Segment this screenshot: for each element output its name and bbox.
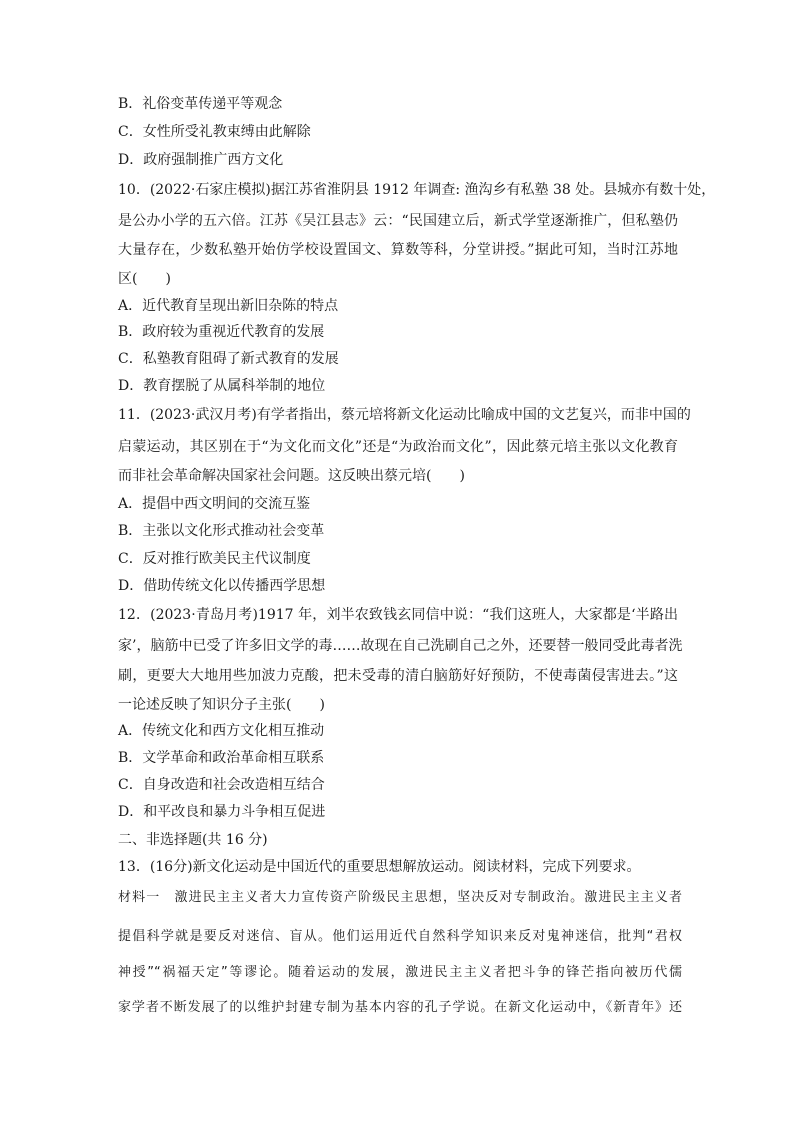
section-heading: 二、非选择题(共 16 分) [118, 832, 268, 848]
q12-stem-line-1: 12．(2023·青岛月考)1917 年，刘半农致钱玄同信中说：“我们这班人，大家都是‘半路出 [118, 607, 678, 623]
q12-stem-line-4: 一论述反映了知识分子主张( ) [118, 697, 325, 713]
q10-stem-line-3: 大量存在，少数私塾开始仿学校设置国文、算数等科，分堂讲授。”据此可知，当时江苏地 [118, 242, 678, 258]
q10-option-c: C．私塾教育阻碍了新式教育的发展 [118, 351, 339, 367]
q9-option-b: B．礼俗变革传递平等观念 [118, 96, 283, 112]
q11-option-b: B．主张以文化形式推动社会变革 [118, 523, 325, 539]
material1-line-2: 提倡科学就是要反对迷信、盲从。他们运用近代自然科学知识来反对鬼神迷信，批判“君权 [118, 929, 682, 944]
q11-option-d: D．借助传统文化以传播西学思想 [118, 578, 326, 594]
q10-option-a: A．近代教育呈现出新旧杂陈的特点 [118, 298, 339, 314]
q9-option-d: D．政府强制推广西方文化 [118, 152, 284, 168]
material1-line-1: 材料一 激进民主主义者大力宣传资产阶级民主思想，坚决反对专制政治。激进民主主义者 [118, 890, 682, 905]
q12-option-a: A．传统文化和西方文化相互推动 [118, 723, 325, 739]
q11-stem-line-2: 启蒙运动，其区别在于“为文化而文化”还是“为政治而文化”，因此蔡元培主张以文化教育 [118, 439, 678, 455]
q10-stem-line-2: 是公办小学的五六倍。江苏《吴江县志》云：“民国建立后，新式学堂逐渐推广，但私塾仍 [118, 213, 678, 229]
q11-option-c: C．反对推行欧美民主代议制度 [118, 551, 311, 567]
q11-stem-line-3: 而非社会革命解决国家社会问题。这反映出蔡元培( ) [118, 468, 465, 484]
q10-option-d: D．教育摆脱了从属科举制的地位 [118, 378, 326, 394]
q10-stem-line-1: 10．(2022·石家庄模拟)据江苏省淮阴县 1912 年调查: 渔沟乡有私塾 38 处。县城亦有数十处， [118, 182, 716, 198]
q12-stem-line-3: 刷，更要大大地用些加波力克酸，把未受毒的清白脑筋好好预防，不使毒菌侵害进去。”这 [118, 668, 678, 684]
q13-stem: 13．(16分)新文化运动是中国近代的重要思想解放运动。阅读材料，完成下列要求。 [118, 859, 641, 875]
q9-option-c: C．女性所受礼教束缚由此解除 [118, 124, 311, 140]
q12-option-b: B．文学革命和政治革命相互联系 [118, 750, 325, 766]
q10-option-b: B．政府较为重视近代教育的发展 [118, 324, 325, 340]
q12-option-c: C．自身改造和社会改造相互结合 [118, 777, 325, 793]
material1-line-4: 家学者不断发展了的以维护封建专制为基本内容的孔子学说。在新文化运动中，《新青年》还 [118, 1000, 682, 1015]
q12-stem-line-2: 家’，脑筋中已受了许多旧文学的毒……故现在自己洗刷自己之外，还要替一般同受此毒者洗 [118, 638, 683, 654]
q12-option-d: D．和平改良和暴力斗争相互促进 [118, 804, 326, 820]
q11-option-a: A．提倡中西文明间的交流互鉴 [118, 496, 311, 512]
q10-stem-line-4: 区( ) [118, 271, 171, 287]
q11-stem-line-1: 11．(2023·武汉月考)有学者指出，蔡元培将新文化运动比喻成中国的文艺复兴，而非中国的 [118, 407, 691, 423]
material1-line-3: 神授”“祸福天定”等谬论。随着运动的发展，激进民主主义者把斗争的锋芒指向被历代儒 [118, 965, 682, 980]
